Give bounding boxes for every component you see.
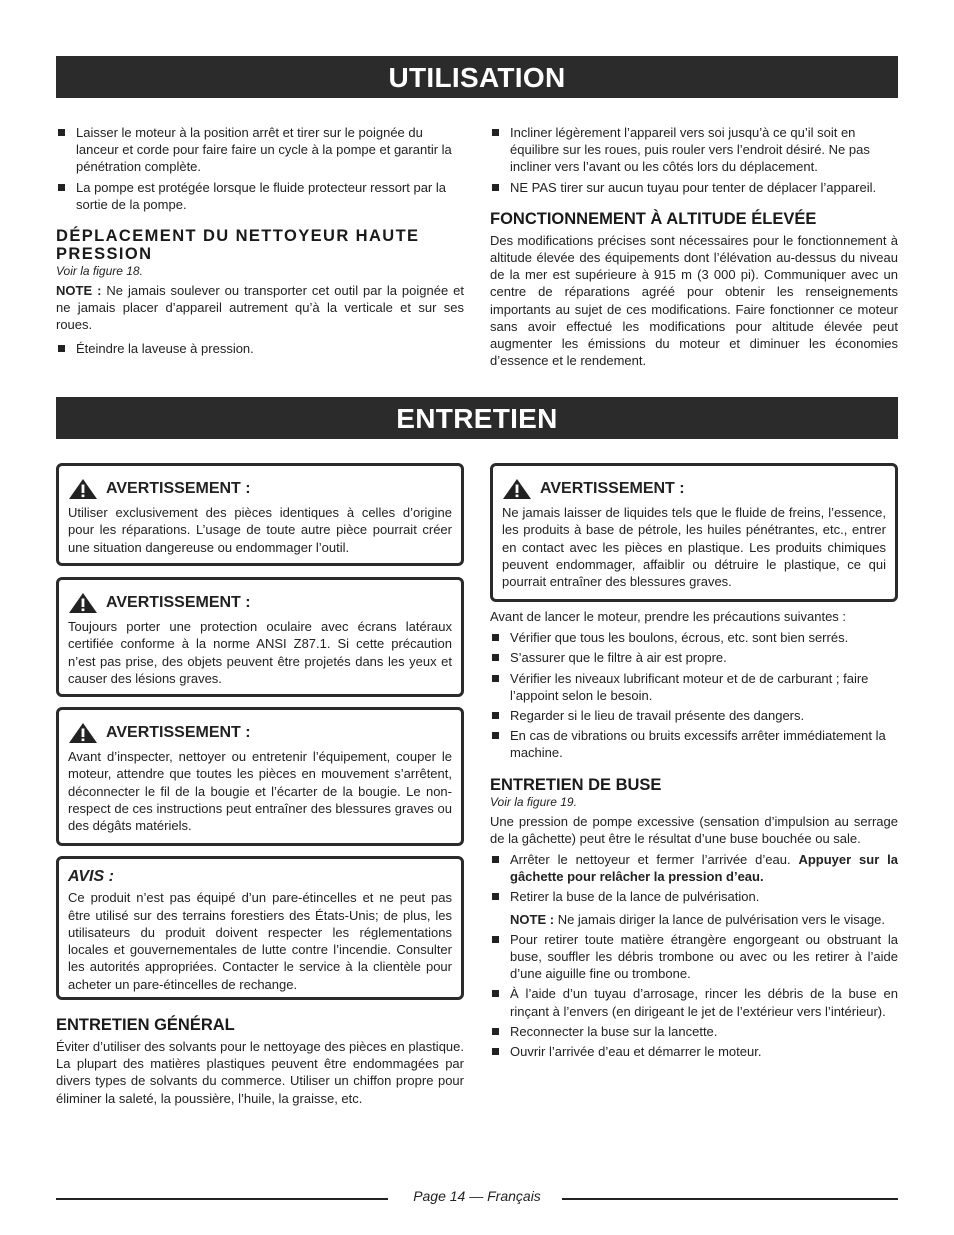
square-bullet-icon: [492, 936, 499, 943]
heading-deplacement: DÉPLACEMENT DU NETTOYEUR HAUTE PRESSION: [56, 227, 420, 264]
buse-intro: Une pression de pompe excessive (sensation d’impulsion au serrage de la gâchette) peut être le résultat d’une buse bouchée ou sale.: [490, 813, 898, 846]
square-bullet-icon: [492, 1028, 499, 1035]
warning-title: AVERTISSEMENT :: [106, 480, 251, 498]
square-bullet-icon: [492, 990, 499, 997]
note-paragraph: NOTE : Ne jamais soulever ou transporter cet outil par la poignée et ne jamais placer d’appareil autrement qu’à la verticale et sur ses roues.: [56, 283, 464, 333]
heading-entretien-general: ENTRETIEN GÉNÉRAL: [56, 1016, 235, 1034]
list-item: Incliner légèrement l’appareil vers soi jusqu’à ce qu’il soit en équilibre sur les roues, puis rouler vers l’endroit désiré. Ne pas incliner vers l’avant ou les côtés lors du déplacement.: [490, 124, 898, 176]
list-item: Arrêter le nettoyeur et fermer l’arrivée d’eau. Appuyer sur la gâchette pour relâcher la pression d’eau.: [490, 851, 898, 885]
list-item: Reconnecter la buse sur la lancette.: [490, 1023, 898, 1040]
square-bullet-icon: [492, 712, 499, 719]
square-bullet-icon: [58, 129, 65, 136]
warning-box-pieces: [56, 463, 464, 566]
avis-title: AVIS :: [68, 868, 114, 885]
list-item: Ouvrir l’arrivée d’eau et démarrer le moteur.: [490, 1043, 898, 1060]
before-start-text: Avant de lancer le moteur, prendre les précautions suivantes :: [490, 609, 847, 624]
square-bullet-icon: [492, 129, 499, 136]
utilisation-left-column: [56, 124, 464, 360]
warning-triangle-icon: [68, 478, 98, 500]
utilisation-left-list: [56, 124, 464, 213]
list-item: NE PAS tirer sur aucun tuyau pour tenter de déplacer l’appareil.: [490, 179, 898, 196]
entretien-general: [56, 1016, 464, 1111]
section-banner-entretien: ENTRETIEN: [56, 397, 898, 439]
list-item: À l’aide d’un tuyau d’arrosage, rincer les débris de la buse en rinçant à l’envers (en dirigeant le jet de l’extérieur vers l’intérieur).: [490, 985, 898, 1019]
square-bullet-icon: [492, 654, 499, 661]
list-item: Laisser le moteur à la position arrêt et tirer sur le poignée du lanceur et corde pour faire faire un cycle à la pompe et garantir la pénétration complète.: [56, 124, 464, 176]
note-label: NOTE :: [56, 283, 102, 299]
square-bullet-icon: [492, 732, 499, 739]
warning-text: Ne jamais laisser de liquides tels que le fluide de freins, l’essence, les produits à base de pétrole, les huiles pénétrantes, etc., entrer en contact avec les pièces en plastique. Les produits chimiques peuvent endommager, affaiblir ou détruire le plastique, ce qui pourrait entraîner des blessures graves.: [502, 505, 886, 590]
square-bullet-icon: [58, 184, 65, 191]
square-bullet-icon: [58, 345, 65, 352]
square-bullet-icon: [492, 856, 499, 863]
warning-text: Utiliser exclusivement des pièces identiques à celles d’origine pour les réparations. L’usage de toute autre pièce pourrait créer une situation dangereuse ou endommager l’outil.: [68, 505, 452, 555]
warning-header: [68, 592, 452, 614]
square-bullet-icon: [492, 675, 499, 682]
figure-reference: Voir la figure 18.: [56, 264, 143, 279]
warning-text: Toujours porter une protection oculaire avec écrans latéraux certifiée conforme à la norme ANSI Z87.1. Si cette précaution n’est pas prise, des objets peuvent être projetés dans les yeux et causer des lésions graves.: [68, 619, 452, 686]
heading-altitude: FONCTIONNEMENT À ALTITUDE ÉLEVÉE: [490, 209, 817, 228]
list-item: Retirer la buse de la lance de pulvérisation. NOTE : Ne jamais diriger la lance de pulvérisation vers le visage.: [490, 888, 898, 927]
precautions-list: [490, 629, 898, 761]
list-item: Regarder si le lieu de travail présente des dangers.: [490, 707, 898, 724]
figure-reference: Voir la figure 19.: [490, 794, 577, 809]
utilisation-right-column: [490, 124, 898, 373]
list-item: S’assurer que le filtre à air est propre.: [490, 649, 898, 666]
warning-triangle-icon: [68, 722, 98, 744]
entretien-right-column: [490, 608, 898, 1063]
avis-text: Ce produit n’est pas équipé d’un pare-étincelles et ne peut pas être utilisé sur des terrains forestiers des États-Unis; de plus, les utilisateurs du produit doivent respecter les réglementations locales et gouvernementales de lutte contre l’incendie. Consulter les autorités appropriées. Contacter le service à la clientèle pour acheter un pare-étincelles de rechange.: [68, 890, 452, 992]
warning-title: AVERTISSEMENT :: [106, 594, 251, 612]
section-banner-utilisation: UTILISATION: [56, 56, 898, 98]
list-item: Vérifier les niveaux lubrificant moteur et de de carburant ; faire l’appoint selon le besoin.: [490, 670, 898, 704]
warning-title: AVERTISSEMENT :: [106, 724, 251, 742]
list-item: Pour retirer toute matière étrangère engorgeant ou obstruant la buse, souffler les débris trombone ou avec ou les retirer à l’aide d’une aiguille fine ou trombone.: [490, 931, 898, 983]
warning-title: AVERTISSEMENT :: [540, 480, 685, 498]
warning-triangle-icon: [502, 478, 532, 500]
note-paragraph: NOTE : Ne jamais diriger la lance de pulvérisation vers le visage.: [510, 911, 886, 927]
warning-box-inspection: [56, 707, 464, 846]
square-bullet-icon: [492, 893, 499, 900]
list-item: La pompe est protégée lorsque le fluide protecteur ressort par la sortie de la pompe.: [56, 179, 464, 213]
warning-header: [502, 478, 886, 500]
entretien-general-paragraph: Éviter d’utiliser des solvants pour le nettoyage des pièces en plastique. La plupart des matières plastiques peuvent être endommagées par divers types de solvants du commerce. Utiliser un chiffon propre pour éliminer la saleté, la poussière, l’huile, la graisse, etc.: [56, 1039, 464, 1106]
list-item: Vérifier que tous les boulons, écrous, etc. sont bien serrés.: [490, 629, 898, 646]
warning-box-liquides: [490, 463, 898, 602]
square-bullet-icon: [492, 1048, 499, 1055]
warning-triangle-icon: [68, 592, 98, 614]
square-bullet-icon: [492, 184, 499, 191]
altitude-paragraph: Des modifications précises sont nécessaires pour le fonctionnement à altitude élevée des équipements dont l’élévation au-dessus du niveau de la mer est supérieure à 915 m (3 000 pi). Communiquer avec un centre de réparations agréé pour obtenir les renseignements importants au sujet de ces modifications. Faire fonctionner ce moteur sans avoir effectué les modifications pour altitude élevée peut augmenter les émissions du moteur et diminuer les économies d’essence et le rendement.: [490, 232, 898, 369]
warning-box-protection: [56, 577, 464, 697]
buse-steps-list: [490, 851, 898, 1060]
square-bullet-icon: [492, 634, 499, 641]
warning-text: Avant d’inspecter, nettoyer ou entretenir l’équipement, couper le moteur, attendre que toutes les pièces en mouvement s’arrêtent, déconnecter le fil de la bougie et l’écarter de la bougie. Le non-respect de ces instructions peut entraîner des blessures graves ou des dégâts matériels.: [68, 749, 452, 834]
warning-header: [68, 722, 452, 744]
utilisation-right-list: [490, 124, 898, 196]
list-item: En cas de vibrations ou bruits excessifs arrêter immédiatement la machine.: [490, 727, 898, 761]
deplacement-list: [56, 340, 464, 357]
list-item: Éteindre la laveuse à pression.: [56, 340, 464, 357]
page-footer: Page 14 — Français: [413, 1188, 541, 1204]
heading-entretien-buse: ENTRETIEN DE BUSE: [490, 775, 662, 794]
avis-box: [56, 856, 464, 1000]
warning-header: [68, 478, 452, 500]
